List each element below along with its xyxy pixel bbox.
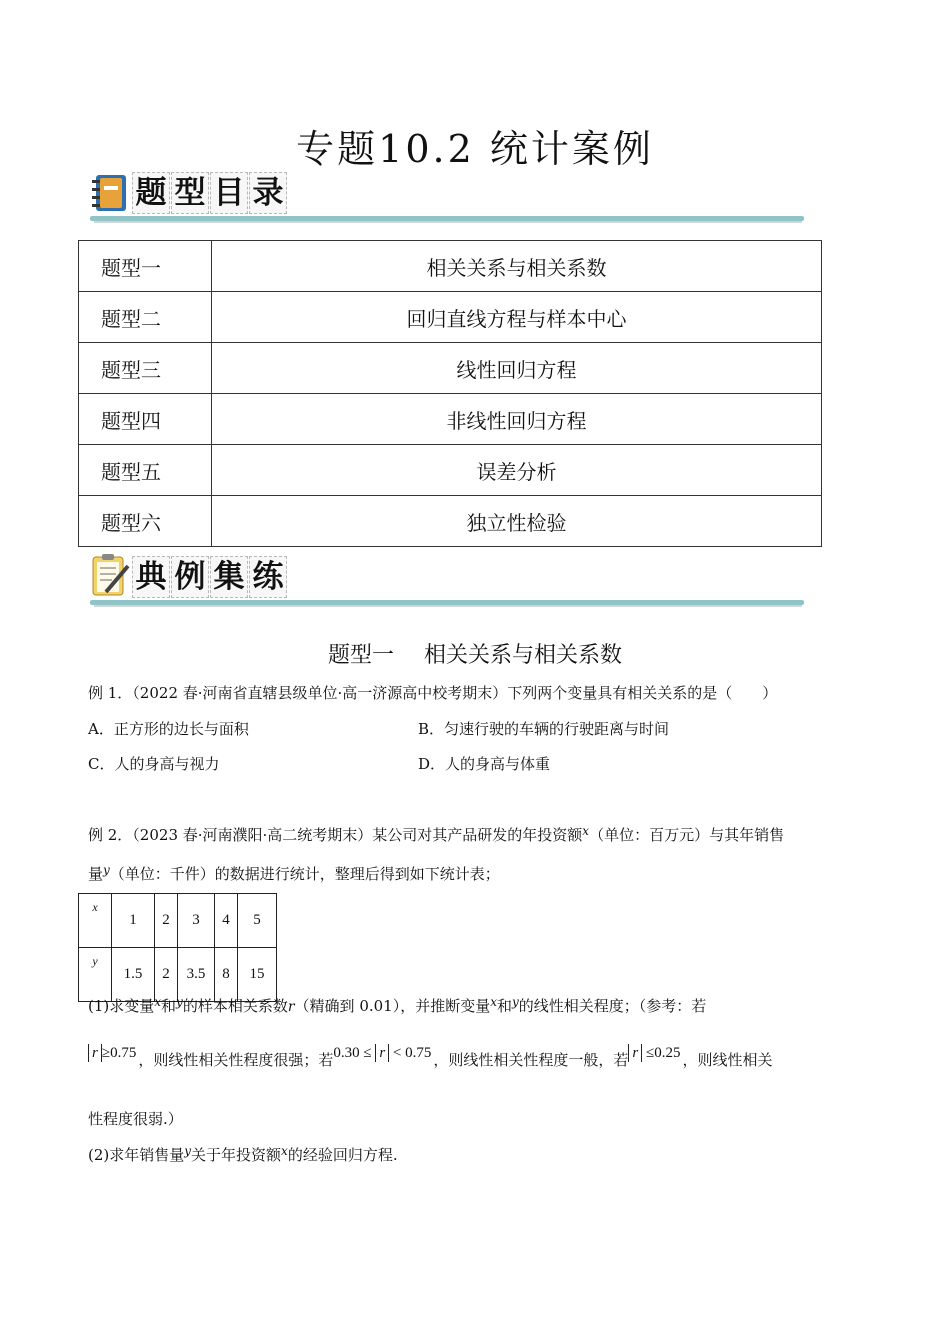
abs-r: r	[88, 1044, 102, 1062]
table-cell: 8	[215, 948, 238, 1002]
text: 的线性相关程度；（参考：若	[518, 997, 707, 1015]
text: 的经验回归方程.	[287, 1146, 398, 1164]
toc-topic: 误差分析	[212, 445, 822, 496]
example2-line1	[88, 824, 784, 845]
var-x: x	[154, 995, 162, 1009]
toc-topic: 非线性回归方程	[212, 394, 822, 445]
var-y: y	[103, 863, 110, 877]
example2-line2	[88, 863, 500, 884]
row-header-y: y	[79, 948, 112, 1002]
banner-char: 典	[132, 556, 170, 598]
banner-char: 型	[171, 172, 209, 214]
section-label: 题型一	[327, 643, 394, 668]
example1-option-b: B．匀速行驶的车辆的行驶距离与时间	[418, 720, 670, 738]
text: （单位：千件）的数据进行统计，整理后得到如下统计表；	[109, 865, 500, 883]
text: 例 2．（2023 春·河南濮阳·高二统考期末）某公司对其产品研发的年投资额	[88, 826, 583, 844]
var-x: x	[281, 1144, 288, 1158]
toc-label: 题型三	[79, 343, 212, 394]
toc-topic: 独立性检验	[212, 496, 822, 547]
toc-row	[79, 241, 822, 292]
toc-label: 题型五	[79, 445, 212, 496]
var-x: x	[582, 824, 590, 838]
question1-line1	[88, 995, 706, 1016]
table-cell: 1	[112, 894, 155, 948]
toc-label: 题型一	[79, 241, 212, 292]
table-row	[79, 948, 277, 1002]
banner-char: 练	[249, 556, 287, 598]
data-table	[78, 893, 277, 1002]
examples-banner	[90, 556, 810, 604]
table-cell: 1.5	[112, 948, 155, 1002]
text: ，则线性相关	[682, 1051, 773, 1069]
table-cell: 15	[238, 948, 277, 1002]
text: < 0.75	[392, 1045, 432, 1061]
var-r: r	[287, 999, 295, 1015]
table-cell: 4	[215, 894, 238, 948]
text: （精确到 0.01），并推断变量	[294, 997, 491, 1015]
toc-row	[79, 445, 822, 496]
text: ≥0.75	[101, 1045, 137, 1061]
table-cell: 5	[238, 894, 277, 948]
banner-underline-shadow	[94, 221, 802, 223]
toc-label: 题型四	[79, 394, 212, 445]
table-row	[79, 894, 277, 948]
banner-char: 目	[210, 172, 248, 214]
text: 的样本相关系数	[182, 997, 288, 1015]
banner-char: 题	[132, 172, 170, 214]
toc-row	[79, 292, 822, 343]
var-y: y	[512, 995, 519, 1009]
abs-r-condition3	[628, 1045, 680, 1061]
toc-label: 题型二	[79, 292, 212, 343]
text: 和	[497, 997, 513, 1015]
table-cell: 3.5	[178, 948, 215, 1002]
section-heading	[0, 638, 950, 669]
clipboard-pen-icon	[90, 552, 130, 598]
table-cell: 2	[155, 948, 178, 1002]
question1-line3: 性程度很弱.）	[88, 1110, 183, 1128]
banner-char: 集	[210, 556, 248, 598]
section-topic: 相关关系与相关系数	[424, 643, 623, 668]
abs-r-condition2	[333, 1045, 431, 1061]
var-y: y	[176, 995, 183, 1009]
text: ≤0.25	[646, 1045, 681, 1061]
toc-row	[79, 496, 822, 547]
banner-char: 例	[171, 556, 209, 598]
toc-row	[79, 343, 822, 394]
toc-topic: 回归直线方程与样本中心	[212, 292, 822, 343]
example1-stem: 例 1．（2022 春·河南省直辖县级单位·高一济源高中校考期末）下列两个变量具有相关关系的是（ ）	[88, 684, 778, 702]
text: 关于年投资额	[191, 1146, 282, 1164]
banner-char: 录	[249, 172, 287, 214]
text: (1)求变量	[88, 997, 155, 1015]
var-y: y	[184, 1144, 192, 1158]
abs-r-condition1	[88, 1045, 136, 1061]
toc-table	[78, 240, 822, 547]
var-x: x	[490, 995, 497, 1009]
toc-row	[79, 394, 822, 445]
toc-topic: 线性回归方程	[212, 343, 822, 394]
text: （单位：百万元）与其年销售	[589, 826, 785, 844]
text: 0.30 ≤	[333, 1045, 372, 1061]
abs-r: r	[375, 1044, 389, 1062]
example1-option-d: D．人的身高与体重	[418, 755, 551, 773]
question2	[88, 1144, 398, 1165]
example1-option-a: A．正方形的边长与面积	[88, 720, 249, 738]
table-cell: 3	[178, 894, 215, 948]
question1-line2	[88, 1044, 773, 1070]
text: (2)求年销售量	[88, 1146, 185, 1164]
banner-underline-shadow	[94, 605, 802, 607]
example1-option-c: C．人的身高与视力	[88, 755, 220, 773]
text: ，则线性相关性程度一般，若	[433, 1051, 629, 1069]
toc-label: 题型六	[79, 496, 212, 547]
notebook-icon	[90, 172, 130, 214]
row-header-x: x	[79, 894, 112, 948]
text: 和	[161, 997, 177, 1015]
table-cell: 2	[155, 894, 178, 948]
abs-r: r	[628, 1044, 642, 1062]
toc-banner	[90, 172, 810, 220]
text: ，则线性相关性程度很强；若	[138, 1051, 334, 1069]
toc-topic: 相关关系与相关系数	[212, 241, 822, 292]
text: 量	[88, 865, 104, 883]
page-title: 专题10.2 统计案例	[296, 127, 654, 171]
